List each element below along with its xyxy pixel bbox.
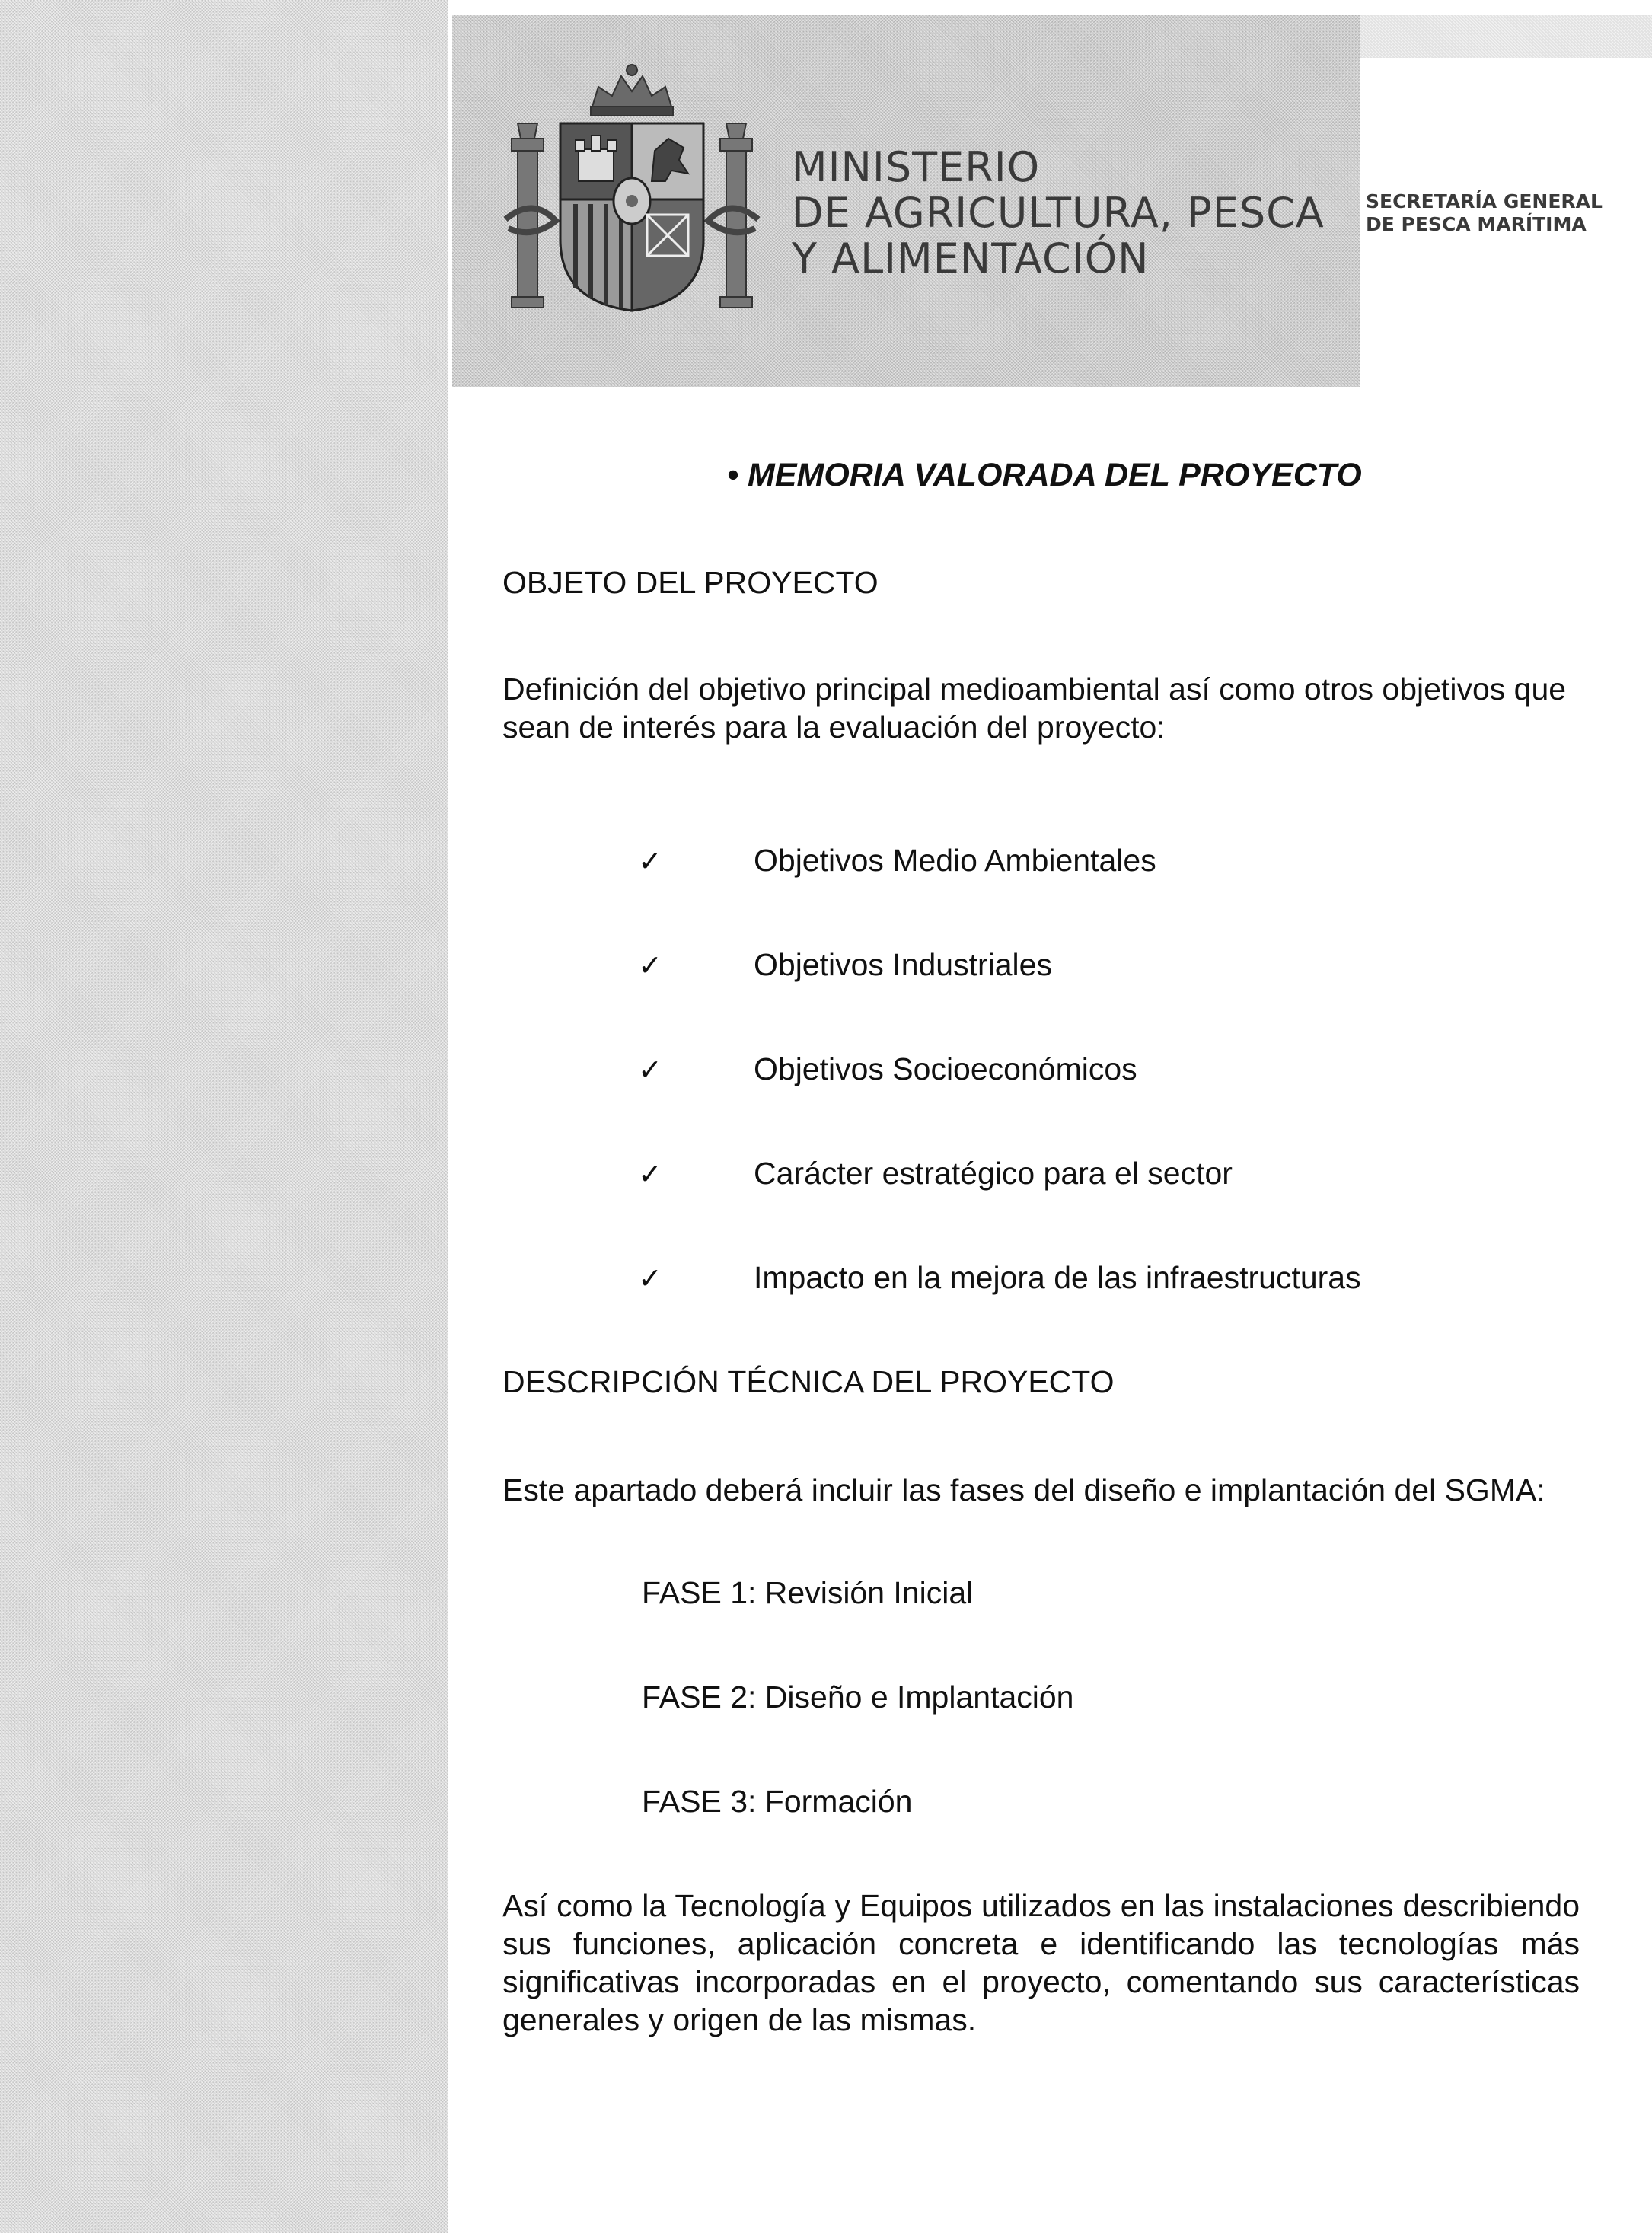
secretariat-line-2: DE PESCA MARÍTIMA xyxy=(1366,213,1587,235)
section-intro-descripcion: Este apartado deberá incluir las fases del diseño e implantación del SGMA: xyxy=(502,1472,1545,1507)
objective-item xyxy=(638,1050,1137,1089)
ministry-name-line-2: DE AGRICULTURA, PESCA xyxy=(792,189,1325,237)
objective-item xyxy=(638,1258,1361,1297)
objective-label: Carácter estratégico para el sector xyxy=(754,1156,1233,1191)
objective-label: Objetivos Industriales xyxy=(754,947,1052,982)
section-heading-objeto: OBJETO DEL PROYECTO xyxy=(502,565,879,600)
phase-item: FASE 3: Formación xyxy=(642,1784,913,1819)
objective-item xyxy=(638,946,1052,984)
checkmark-icon: ✓ xyxy=(638,1157,662,1191)
section-heading-descripcion: DESCRIPCIÓN TÉCNICA DEL PROYECTO xyxy=(502,1364,1115,1399)
ministry-name-line-1: MINISTERIO xyxy=(792,143,1041,191)
header-top-strip xyxy=(1360,15,1652,58)
checkmark-icon: ✓ xyxy=(638,844,662,878)
checkmark-icon: ✓ xyxy=(638,949,662,982)
document-title: • MEMORIA VALORADA DEL PROYECTO xyxy=(727,457,1362,493)
phase-item: FASE 2: Diseño e Implantación xyxy=(642,1680,1074,1715)
secretariat-name xyxy=(1366,190,1603,236)
coat-of-arms-icon xyxy=(502,59,761,318)
objective-label: Impacto en la mejora de las infraestructuras xyxy=(754,1260,1361,1295)
checkmark-icon: ✓ xyxy=(638,1053,662,1086)
checkmark-icon: ✓ xyxy=(638,1262,662,1295)
decorative-side-strip xyxy=(0,0,448,2233)
secretariat-line-1: SECRETARÍA GENERAL xyxy=(1366,190,1603,212)
objective-item xyxy=(638,1154,1233,1193)
closing-paragraph: Así como la Tecnología y Equipos utilizados en las instalaciones describiendo sus funciones, aplicación concreta e identificando las tecnologías más significativas incorporadas en el proyecto, comentando sus características generales y origen de las mismas. xyxy=(502,1888,1580,2037)
ministry-name xyxy=(792,145,1325,282)
objective-label: Objetivos Medio Ambientales xyxy=(754,843,1156,878)
phase-item: FASE 1: Revisión Inicial xyxy=(642,1575,974,1610)
objective-item xyxy=(638,841,1156,880)
ministry-name-line-3: Y ALIMENTACIÓN xyxy=(792,234,1150,282)
section-intro-objeto: Definición del objetivo principal medioambiental así como otros objetivos que sean de interés para la evaluación del proyecto: xyxy=(502,671,1567,745)
objective-label: Objetivos Socioeconómicos xyxy=(754,1051,1137,1086)
